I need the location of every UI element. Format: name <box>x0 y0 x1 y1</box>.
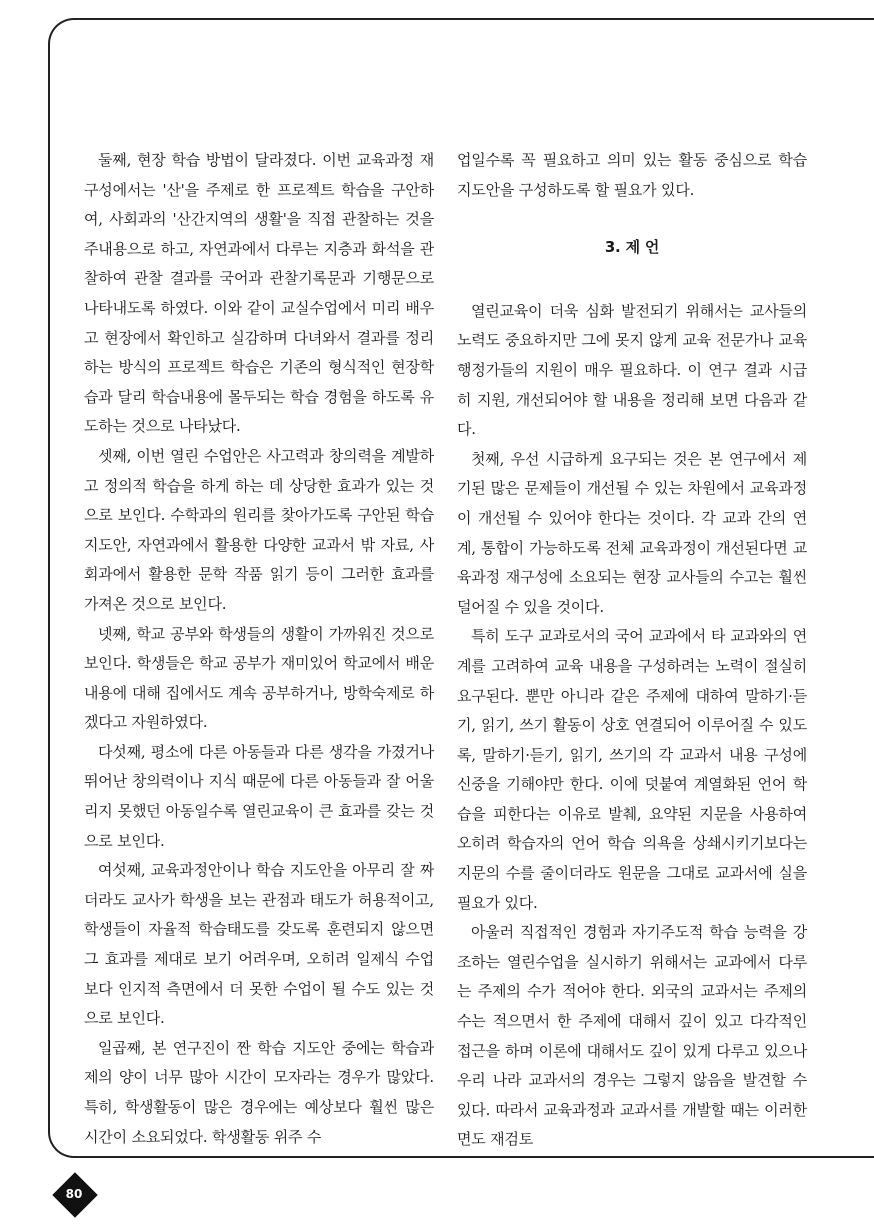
paragraph: 일곱째, 본 연구진이 짠 학습 지도안 중에는 학습과제의 양이 너무 많아 시간이 모자라는 경우가 많았다. 특히, 학생활동이 많은 경우에는 예상보다 훨씬 많은 시간이 소요되었다. 학생활동 위주 수 <box>84 1038 434 1146</box>
section-title: 3. 제 언 <box>604 238 660 257</box>
paragraph: 아울러 직접적인 경험과 자기주도적 학습 능력을 강조하는 열린수업을 실시하기 위해서는 교과에서 다루는 주제의 수가 적어야 한다. 외국의 교과서는 주제의 수는 적으면서 한 주제에 대해서 깊이 있고 다각적인 접근을 하며 이론에 대해서도 깊이 있게 다루고 있으나 우리 나라 교과서의 경우는 그렇지 않음을 발견할 수 있다. 따라서 교육과정과 교과서를 개발할 때는 이러한 면도 재검토 <box>457 923 807 1149</box>
paragraph: 셋째, 이번 열린 수업안은 사고력과 창의력을 계발하고 정의적 학습을 하게 하는 데 상당한 효과가 있는 것으로 보인다. 수학과의 원리를 찾아가도록 구안된 학습 지도안, 자연과에서 활용한 다양한 교과서 밖 자료, 사회과에서 활용한 문학 작품 읽기 등이 그러한 효과를 가져온 것으로 보인다. <box>84 446 434 613</box>
left-column <box>84 146 434 1152</box>
paragraph: 다섯째, 평소에 다른 아동들과 다른 생각을 가졌거나 뛰어난 창의력이나 지식 때문에 다른 아동들과 잘 어울리지 못했던 아동일수록 열린교육이 큰 효과를 갖는 것으로 보인다. <box>84 742 434 850</box>
paragraph: 여섯째, 교육과정안이나 학습 지도안을 아무리 잘 짜더라도 교사가 학생을 보는 관점과 태도가 허용적이고, 학생들이 자율적 학습태도를 갖도록 훈련되지 않으면 그 효과를 제대로 보기 어려우며, 오히려 일제식 수업보다 인지적 측면에서 더 못한 수업이 될 수도 있는 것으로 보인다. <box>84 861 434 1028</box>
paragraph: 첫째, 우선 시급하게 요구되는 것은 본 연구에서 제기된 많은 문제들이 개선될 수 있는 차원에서 교육과정이 개선될 수 있어야 한다는 것이다. 각 교과 간의 연계, 통합이 가능하도록 전체 교육과정이 개선된다면 교육과정 재구성에 소요되는 현장 교사들의 수고는 훨씬 덜어질 수 있을 것이다. <box>457 449 807 616</box>
right-column <box>457 146 807 1155</box>
paragraph: 열린교육이 더욱 심화 발전되기 위해서는 교사들의 노력도 중요하지만 그에 못지 않게 교육 전문가나 교육 행정가들의 지원이 매우 필요하다. 이 연구 결과 시급히 지원, 개선되어야 할 내용을 정리해 보면 다음과 같다. <box>457 301 807 439</box>
paragraph: 둘째, 현장 학습 방법이 달라졌다. 이번 교육과정 재구성에서는 '산'을 주제로 한 프로젝트 학습을 구안하여, 사회과의 '산간지역의 생활'을 직접 관찰하는 것을 주내용으로 하고, 자연과에서 다루는 지층과 화석을 관찰하여 관찰 결과를 국어과 관찰기록문과 기행문으로 나타내도록 하였다. 이와 같이 교실수업에서 미리 배우고 현장에서 확인하고 실감하며 다녀와서 결과를 정리하는 방식의 프로젝트 학습은 기존의 형식적인 현장학습과 달리 학습내용에 몰두되는 학습 경험을 하도록 유도하는 것으로 나타났다. <box>84 151 434 436</box>
page-number: 80 <box>65 1187 83 1201</box>
paragraph: 특히 도구 교과로서의 국어 교과에서 타 교과와의 연계를 고려하여 교육 내용을 구성하려는 노력이 절실히 요구된다. 뿐만 아니라 같은 주제에 대하여 말하기·듣기, 읽기, 쓰기 활동이 상호 연결되어 이루어질 수 있도록, 말하기·듣기, 읽기, 쓰기의 각 교과서 내용 구성에 신중을 기해야만 한다. 이에 덧붙여 계열화된 언어 학습을 피한다는 이유로 발췌, 요약된 지문을 사용하여 오히려 학습자의 언어 학습 의욕을 상쇄시키기보다는 지문의 수를 줄이더라도 원문을 그대로 교과서에 실을 필요가 있다. <box>457 627 807 912</box>
continued-paragraph: 업일수록 꼭 필요하고 의미 있는 활동 중심으로 학습 지도안을 구성하도록 할 필요가 있다. <box>457 151 807 199</box>
paragraph: 넷째, 학교 공부와 학생들의 생활이 가까워진 것으로 보인다. 학생들은 학교 공부가 재미있어 학교에서 배운 내용에 대해 집에서도 계속 공부하거나, 방학숙제로 하겠다고 자원하였다. <box>84 624 434 732</box>
